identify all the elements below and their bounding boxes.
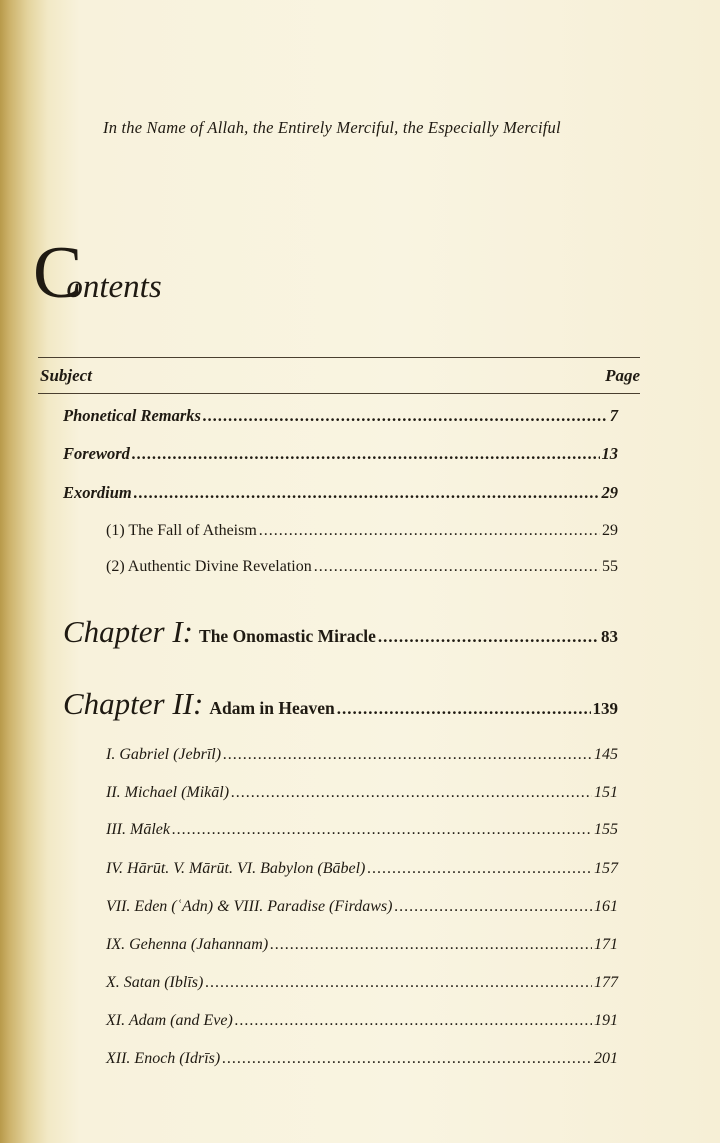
toc-subentry-malek[interactable] — [106, 821, 618, 839]
column-header-subject: Subject — [40, 366, 92, 385]
dot-leader — [132, 444, 600, 464]
toc-entry-label: (2) Authentic Divine Revelation — [106, 558, 312, 575]
toc-entry-page: 7 — [609, 406, 618, 425]
toc-chapter-1[interactable] — [63, 614, 618, 650]
toc-entry-page: 29 — [601, 483, 618, 502]
toc-subentry-gehenna[interactable] — [106, 936, 618, 954]
toc-entry-page: 161 — [594, 898, 618, 915]
dot-leader — [337, 699, 591, 719]
basmala: In the Name of Allah, the Entirely Merciful, the Especially Merciful — [103, 118, 561, 137]
toc-subentry-fall-of-atheism[interactable] — [106, 522, 618, 540]
column-header-page: Page — [605, 366, 640, 385]
header-rule-top — [38, 357, 640, 358]
toc-entry-label: IV. Hārūt. V. Mārūt. VI. Babylon (Bābel) — [106, 860, 366, 877]
toc-entry-page: 191 — [594, 1012, 618, 1029]
toc-entry-page: 157 — [594, 860, 618, 877]
dot-leader — [203, 406, 608, 426]
toc-entry-page: 83 — [601, 627, 618, 646]
chapter-number: Chapter II: — [63, 686, 204, 721]
dot-leader — [223, 746, 592, 764]
toc-entry-page: 201 — [594, 1050, 618, 1067]
dot-leader — [134, 483, 600, 503]
toc-subentry-michael[interactable] — [106, 784, 618, 802]
toc-entry-label: IX. Gehenna (Jahannam) — [106, 936, 269, 953]
dot-leader — [172, 821, 592, 839]
dot-leader — [367, 860, 592, 878]
toc-entry-label: Exordium — [63, 483, 132, 502]
header-rule-bottom — [38, 393, 640, 394]
toc-entry-page: 171 — [594, 936, 618, 953]
toc-subentry-eden-paradise[interactable] — [106, 898, 618, 916]
toc-subentry-harut-marut-babylon[interactable] — [106, 860, 618, 878]
page-title — [33, 232, 162, 314]
toc-entry-page: 177 — [594, 974, 618, 991]
dot-leader — [235, 1012, 592, 1030]
toc-entry-page: 145 — [594, 746, 618, 763]
toc-entry-page: 55 — [602, 558, 618, 575]
dot-leader — [222, 1050, 592, 1068]
toc-entry-label: XI. Adam (and Eve) — [106, 1012, 233, 1029]
chapter-title: The Onomastic Miracle — [199, 626, 376, 646]
toc-subentry-gabriel[interactable] — [106, 746, 618, 764]
toc-subentry-satan[interactable] — [106, 974, 618, 992]
toc-entry-label: (1) The Fall of Atheism — [106, 522, 257, 539]
title-rest: ontents — [66, 269, 162, 305]
toc-entry-label: VII. Eden (ʿAdn) & VIII. Paradise (Firdaws) — [106, 898, 393, 915]
toc-subentry-authentic-divine-revelation[interactable] — [106, 558, 618, 576]
toc-entry-label: Phonetical Remarks — [63, 406, 201, 425]
toc-entry-page: 139 — [592, 699, 618, 718]
title-initial: C — [33, 232, 81, 314]
toc-entry-label: III. Mālek — [106, 821, 170, 838]
toc-entry-phonetical-remarks[interactable] — [63, 406, 618, 426]
toc-entry-label: XII. Enoch (Idrīs) — [106, 1050, 221, 1067]
toc-chapter-2[interactable] — [63, 686, 618, 722]
toc-entry-label: X. Satan (Iblīs) — [106, 974, 204, 991]
dot-leader — [231, 784, 592, 802]
toc-entry-exordium[interactable] — [63, 483, 618, 503]
toc-entry-label: II. Michael (Mikāl) — [106, 784, 230, 801]
dot-leader — [378, 627, 599, 647]
toc-entry-page: 29 — [602, 522, 618, 539]
chapter-title: Adam in Heaven — [209, 698, 335, 718]
toc-entry-page: 151 — [594, 784, 618, 801]
dot-leader — [259, 522, 600, 540]
toc-entry-label: I. Gabriel (Jebrīl) — [106, 746, 222, 763]
toc-chapter-label — [63, 614, 376, 650]
dot-leader — [270, 936, 592, 954]
toc-entry-label: Foreword — [63, 444, 130, 463]
dot-leader — [314, 558, 600, 576]
chapter-number: Chapter I: — [63, 614, 194, 649]
dot-leader — [205, 974, 592, 992]
toc-entry-foreword[interactable] — [63, 444, 618, 464]
toc-entry-page: 13 — [601, 444, 618, 463]
toc-subentry-enoch[interactable] — [106, 1050, 618, 1068]
toc-chapter-label — [63, 686, 335, 722]
dot-leader — [394, 898, 592, 916]
toc-subentry-adam-eve[interactable] — [106, 1012, 618, 1030]
toc-entry-page: 155 — [594, 821, 618, 838]
